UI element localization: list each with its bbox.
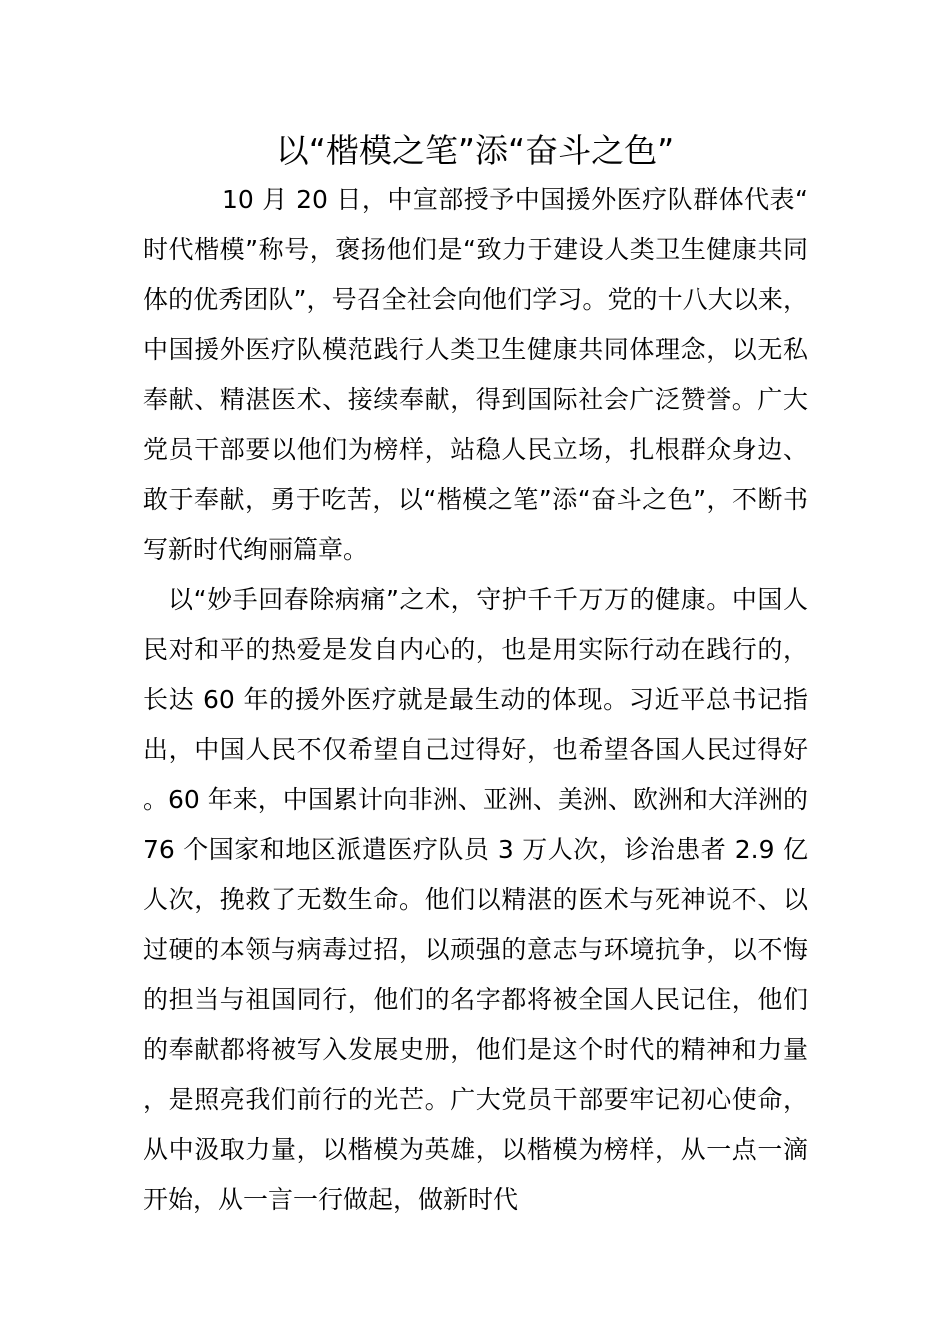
paragraph-1: 10 月 20 日，中宣部授予中国援外医疗队群体代表“时代楷模”称号，褒扬他们是“致力于建设人类卫生健康共同体的优秀团队”，号召全社会向他们学习。党的十八大以来，中国援外医疗队模范践行人类卫生健康共同体理念，以无私奉献、精湛医术、接续奉献，得到国际社会广泛赞誉。广大党员干部要以他们为榜样，站稳人民立场，扎根群众身边、敢于奉献，勇于吃苦，以“楷模之笔”添“奋斗之色”，不断书写新时代绚丽篇章。 xyxy=(143,185,808,564)
document-title: 以“楷模之笔”添“奋斗之色” xyxy=(275,131,675,170)
paragraph-2: 以“妙手回春除病痛”之术，守护千千万万的健康。中国人民对和平的热爱是发自内心的，也是用实际行动在践行的，长达 60 年的援外医疗就是最生动的体现。习近平总书记指出，中国人民不仅希望自己过得好，也希望各国人民过得好。60 年来，中国累计向非洲、亚洲、美洲、欧洲和大洋洲的 76 个国家和地区派遣医疗队员 3 万人次，诊治患者 2.9 亿人次，挽救了无数生命。他们以精湛的医术与死神说不、以过硬的本领与病毒过招，以顽强的意志与环境抗争，以不悔的担当与祖国同行，他们的名字都将被全国人民记住，他们的奉献都将被写入发展史册，他们是这个时代的精神和力量，是照亮我们前行的光芒。广大党员干部要牢记初心使命，从中汲取力量，以楷模为英雄，以楷模为榜样，从一点一滴开始，从一言一行做起，做新时代 xyxy=(143,585,808,1214)
